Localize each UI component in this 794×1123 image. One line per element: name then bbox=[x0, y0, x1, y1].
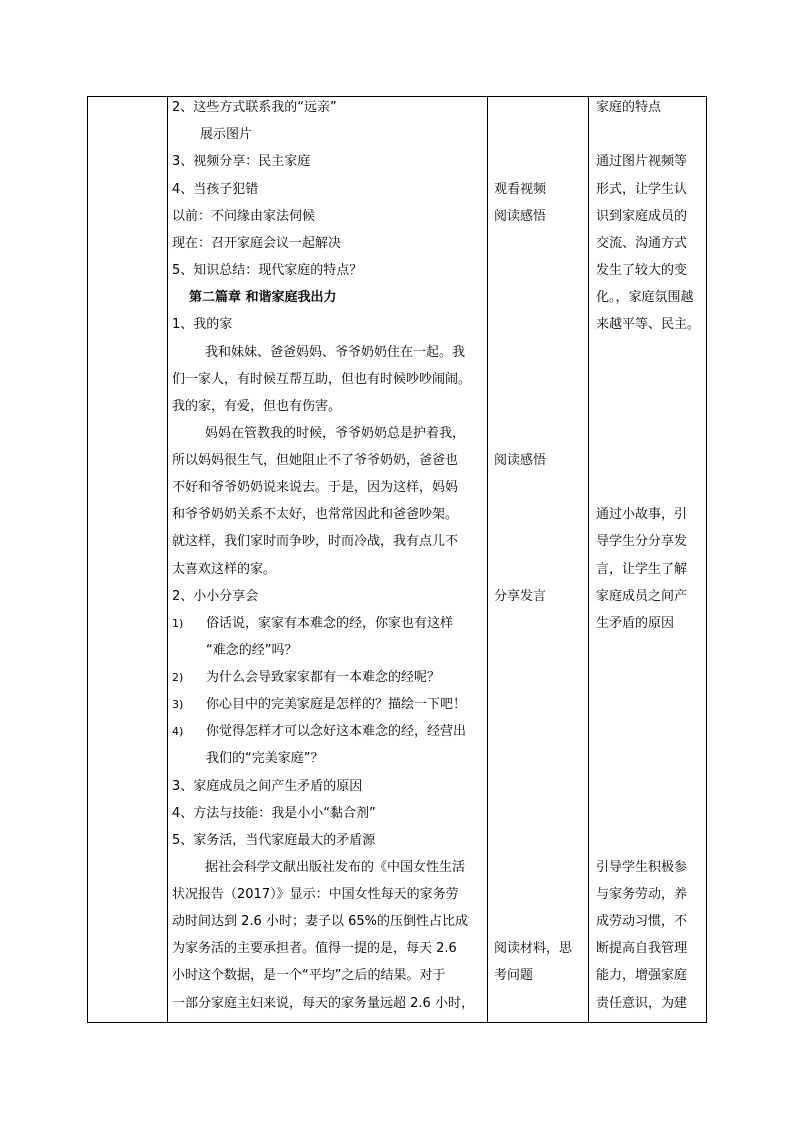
content-line: 3、家庭成员之间产生矛盾的原因 bbox=[172, 779, 363, 794]
content-line: 4、方法与技能：我是小小“黏合剂” bbox=[172, 806, 376, 821]
story-line: 就这样，我们家时而争吵，时而冷战，我有点儿不 bbox=[172, 534, 459, 549]
activity-line: 考问题 bbox=[494, 968, 534, 983]
column-divider-2 bbox=[487, 97, 488, 1022]
story-line: 所以妈妈很生气，但她阻止不了爷爷奶奶，爸爸也 bbox=[172, 453, 459, 468]
intent-line: 与家务劳动，养 bbox=[596, 887, 688, 902]
question-line: 为什么会导致家家都有一本难念的经呢？ bbox=[206, 670, 441, 685]
intent-line: 家庭成员之间产 bbox=[596, 589, 688, 604]
material-line: 小时这个数据，是一个“平均”之后的结果。对于 bbox=[172, 968, 446, 983]
intent-line: 识到家庭成员的 bbox=[596, 209, 688, 224]
intent-line: 导学生分分享发 bbox=[596, 534, 688, 549]
question-line: 我们的“完美家庭”？ bbox=[206, 751, 324, 766]
content-line: 4、当孩子犯错 bbox=[172, 182, 259, 197]
lesson-plan-table bbox=[87, 96, 707, 1023]
intent-line: 家庭的特点 bbox=[596, 100, 662, 115]
story-line: 不好和爷爷奶奶说来说去。于是，因为这样，妈妈 bbox=[172, 480, 459, 495]
question-line: “难念的经”吗？ bbox=[206, 643, 298, 658]
list-number: 3) bbox=[172, 698, 184, 711]
intent-line: 断提高自我管理 bbox=[596, 941, 688, 956]
content-line: 5、知识总结：现代家庭的特点？ bbox=[172, 263, 363, 278]
activity-line: 阅读材料，思 bbox=[494, 941, 573, 956]
intent-line: 引导学生积极参 bbox=[596, 860, 688, 875]
intent-line: 交流、沟通方式 bbox=[596, 236, 688, 251]
intent-line: 能力，增强家庭 bbox=[596, 968, 688, 983]
content-line: 2、这些方式联系我的“远亲” bbox=[172, 100, 337, 115]
column-divider-1 bbox=[167, 97, 168, 1022]
list-number: 1) bbox=[172, 617, 184, 630]
list-number: 2) bbox=[172, 671, 184, 684]
material-line: 一部分家庭主妇来说，每天的家务量远超 2.6 小时， bbox=[172, 996, 474, 1011]
activity-line: 阅读感悟 bbox=[494, 209, 547, 224]
activity-column bbox=[492, 97, 586, 1022]
intent-line: 通过图片视频等 bbox=[596, 154, 688, 169]
content-line: 展示图片 bbox=[200, 127, 253, 142]
stage-column bbox=[88, 97, 167, 1022]
story-line: 和爷爷奶奶关系不太好，也常常因此和爸爸吵架。 bbox=[172, 507, 459, 522]
content-line: 现在：召开家庭会议一起解决 bbox=[172, 236, 342, 251]
intent-line: 发生了较大的变 bbox=[596, 263, 688, 278]
content-line: 以前：不问缘由家法伺候 bbox=[172, 209, 316, 224]
material-line: 动时间达到 2.6 小时；妻子以 65%的压倒性占比成 bbox=[172, 914, 468, 929]
story-line: 妈妈在管教我的时候，爷爷奶奶总是护着我， bbox=[205, 426, 466, 441]
intent-line: 言，让学生了解 bbox=[596, 562, 688, 577]
list-number: 4) bbox=[172, 725, 184, 738]
question-line: 你觉得怎样才可以念好这本难念的经，经营出 bbox=[206, 724, 467, 739]
column-divider-3 bbox=[588, 97, 589, 1022]
question-line: 你心目中的完美家庭是怎样的？描绘一下吧！ bbox=[206, 697, 467, 712]
content-line: 3、视频分享：民主家庭 bbox=[172, 154, 311, 169]
section-heading: 第二篇章 和谐家庭我出力 bbox=[189, 290, 337, 305]
material-line: 为家务活的主要承担者。值得一提的是，每天 2.6 bbox=[172, 941, 457, 956]
content-line: 5、家务活，当代家庭最大的矛盾源 bbox=[172, 833, 376, 848]
material-line: 状况报告（2017）》显示：中国女性每天的家务劳 bbox=[172, 887, 459, 902]
intent-column bbox=[594, 97, 706, 1022]
intent-line: 来越平等、民主。 bbox=[596, 317, 701, 332]
intent-line: 成劳动习惯，不 bbox=[596, 914, 688, 929]
content-line: 1、我的家 bbox=[172, 317, 233, 332]
intent-line: 形式，让学生认 bbox=[596, 182, 688, 197]
intent-line: 生矛盾的原因 bbox=[596, 616, 675, 631]
activity-line: 观看视频 bbox=[494, 182, 547, 197]
content-line: 2、小小分享会 bbox=[172, 589, 259, 604]
story-line: 我和妹妹、爸爸妈妈、爷爷奶奶住在一起。我 bbox=[205, 345, 466, 360]
activity-line: 分享发言 bbox=[494, 589, 547, 604]
intent-line: 责任意识，为建 bbox=[596, 996, 688, 1011]
material-line: 据社会科学文献出版社发布的《中国女性生活 bbox=[205, 860, 466, 875]
intent-line: 通过小故事，引 bbox=[596, 507, 688, 522]
activity-line: 阅读感悟 bbox=[494, 453, 547, 468]
content-column bbox=[170, 97, 485, 1022]
story-line: 太喜欢这样的家。 bbox=[172, 562, 277, 577]
question-line: 俗话说，家家有本难念的经，你家也有这样 bbox=[206, 616, 454, 631]
intent-line: 化。，家庭氛围越 bbox=[596, 290, 694, 305]
story-line: 我的家，有爱，但也有伤害。 bbox=[172, 399, 342, 414]
story-line: 们一家人，有时候互帮互助，但也有时候吵吵闹闹。 bbox=[172, 372, 472, 387]
